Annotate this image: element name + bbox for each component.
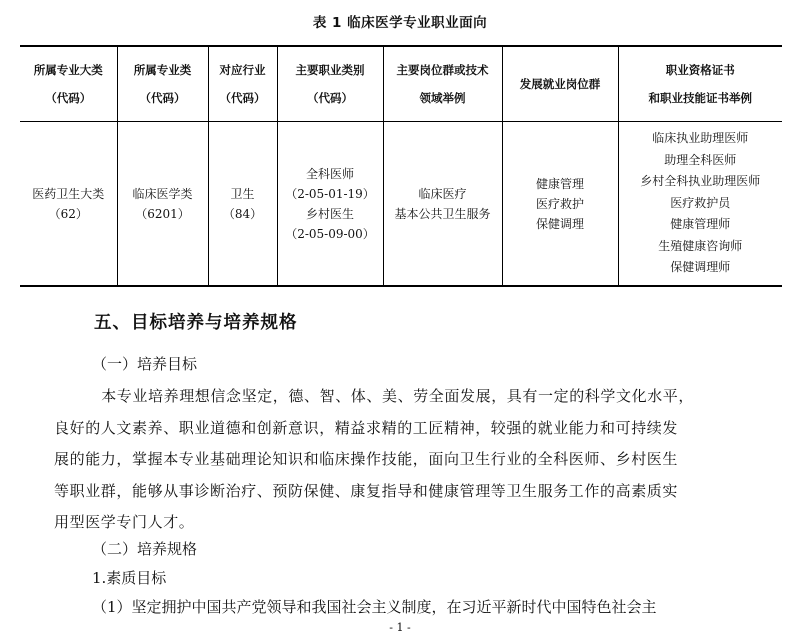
paragraph-line: 良好的人文素养、职业道德和创新意识，精益求精的工匠精神，较强的就业能力和可持续发	[54, 418, 679, 437]
page-number: - 1 -	[389, 621, 411, 634]
table-title: 表 1 临床医学专业职业面向	[312, 15, 488, 31]
cell-certificates: 临床执业助理医师 助理全科医师 乡村全科执业助理医师 医疗救护员 健康管理师 生殖健康咨询师 保健调理师	[618, 122, 782, 287]
cell-industry: 卫生 （84）	[208, 122, 277, 287]
header-development-jobs: 发展就业岗位群	[502, 46, 618, 122]
header-job-groups: 主要岗位群或技术 领域举例	[383, 46, 502, 122]
paragraph-line: 本专业培养理想信念坚定，德、智、体、美、劳全面发展，具有一定的科学文化水平，	[70, 387, 695, 405]
item-quality-goals: 1.素质目标	[92, 569, 167, 587]
table-header-row	[20, 46, 782, 122]
header-occupation-category: 主要职业类别 （代码）	[277, 46, 383, 122]
header-industry: 对应行业 （代码）	[208, 46, 277, 122]
header-certificates: 职业资格证书 和职业技能证书举例	[618, 46, 782, 122]
paragraph-line: 等职业群，能够从事诊断治疗、预防保健、康复指导和健康管理等卫生服务工作的高素质实	[54, 481, 679, 500]
paragraph-line: 展的能力，掌握本专业基础理论知识和临床操作技能，面向卫生行业的全科医师、乡村医生	[54, 450, 679, 468]
item-quality-goal-1: （1）坚定拥护中国共产党领导和我国社会主义制度，在习近平新时代中国特色社会主	[92, 598, 657, 616]
header-major-category: 所属专业大类 （代码）	[20, 46, 117, 122]
training-goal-paragraph	[54, 381, 744, 539]
paragraph-line: 用型医学专门人才。	[54, 513, 195, 531]
section-heading: 五、目标培养与培养规格	[94, 313, 298, 333]
cell-major-category: 医药卫生大类 （62）	[20, 122, 117, 287]
subheading-training-goal: （一）培养目标	[92, 355, 198, 373]
table-row	[20, 122, 782, 287]
subheading-training-spec: （二）培养规格	[92, 540, 198, 558]
cell-occupation-category: 全科医师 （2-05-01-19） 乡村医生 （2-05-09-00）	[277, 122, 383, 287]
header-major-class: 所属专业类 （代码）	[117, 46, 208, 122]
cell-development-jobs: 健康管理 医疗救护 保健调理	[502, 122, 618, 287]
career-orientation-table	[20, 45, 782, 287]
cell-major-class: 临床医学类 （6201）	[117, 122, 208, 287]
cell-job-groups: 临床医疗 基本公共卫生服务	[383, 122, 502, 287]
